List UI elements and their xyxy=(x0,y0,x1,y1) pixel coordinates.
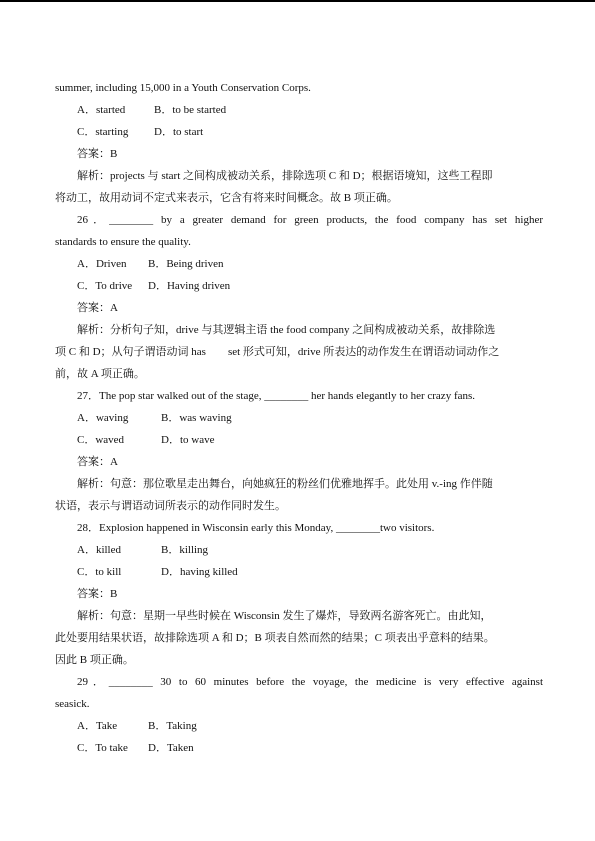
option-c: C．To drive xyxy=(77,280,133,292)
question-28-answer: 答案：B xyxy=(77,588,118,600)
option-d: D．Having driven xyxy=(148,280,231,292)
option-c: C．starting xyxy=(77,126,129,138)
top-rule xyxy=(0,0,595,2)
question-27-analysis: 解析：句意：那位歌星走出舞台，向她疯狂的粉丝们优雅地挥手。此处用 v.-ing 作伴随 xyxy=(77,478,493,490)
option-b: B．was waving xyxy=(161,412,232,424)
option-a: A．waving xyxy=(77,412,129,424)
question-26-options-cd xyxy=(55,275,543,297)
option-b: B．to be started xyxy=(154,104,227,116)
document-page xyxy=(55,77,543,759)
option-c: C．To take xyxy=(77,742,128,754)
question-29-stem-cont: seasick. xyxy=(55,698,90,710)
question-28-stem: 28．Explosion happened in Wisconsin early this Monday, ________two visitors. xyxy=(77,522,435,534)
question-29-options-ab xyxy=(55,715,543,737)
question-27-options-cd xyxy=(55,429,543,451)
question-28-options-ab xyxy=(55,539,543,561)
option-a: A．Driven xyxy=(77,258,127,270)
question-28-options-cd xyxy=(55,561,543,583)
question-25-answer: 答案：B xyxy=(77,148,118,160)
question-29-stem: 29．________ 30 to 60 minutes before the voyage, the medicine is very effective against xyxy=(77,676,543,688)
question-26-analysis-cont: 项 C 和 D；从句子谓语动词 has set 形式可知，drive 所表达的动作发生在谓语动词动作之 xyxy=(55,346,500,358)
question-25-analysis-cont: 将动工，故用动词不定式来表示，它含有将来时间概念。故 B 项正确。 xyxy=(55,192,398,204)
option-b: B．killing xyxy=(161,544,209,556)
option-d: D．having killed xyxy=(161,566,238,578)
question-27-answer: 答案：A xyxy=(77,456,118,468)
question-25-options-ab xyxy=(55,99,543,121)
question-25-options-cd xyxy=(55,121,543,143)
question-26-options-ab xyxy=(55,253,543,275)
question-26-stem: 26．________ by a greater demand for green products, the food company has set higher xyxy=(77,214,543,226)
question-26-analysis-end: 前，故 A 项正确。 xyxy=(55,368,145,380)
question-28-analysis: 解析：句意：星期一早些时候在 Wisconsin 发生了爆炸，导致两名游客死亡。由此知， xyxy=(77,610,492,622)
option-b: B．Taking xyxy=(148,720,197,732)
option-d: D．Taken xyxy=(148,742,194,754)
option-d: D．to start xyxy=(154,126,204,138)
option-c: C．to kill xyxy=(77,566,122,578)
question-28-analysis-end: 因此 B 项正确。 xyxy=(55,654,134,666)
question-27-stem: 27．The pop star walked out of the stage, ________ her hands elegantly to her crazy fans. xyxy=(77,390,476,402)
question-25-stem-end: summer, including 15,000 in a Youth Conservation Corps. xyxy=(55,82,311,94)
option-a: A．killed xyxy=(77,544,121,556)
question-27-analysis-cont: 状语，表示与谓语动词所表示的动作同时发生。 xyxy=(55,500,286,512)
option-b: B．Being driven xyxy=(148,258,224,270)
option-d: D．to wave xyxy=(161,434,215,446)
question-26-analysis: 解析：分析句子知，drive 与其逻辑主语 the food company 之间构成被动关系，故排除选 xyxy=(77,324,496,336)
option-a: A．Take xyxy=(77,720,118,732)
option-a: A．started xyxy=(77,104,126,116)
question-26-answer: 答案：A xyxy=(77,302,118,314)
question-26-stem-cont: standards to ensure the quality. xyxy=(55,236,191,248)
option-c: C．waved xyxy=(77,434,125,446)
question-25-analysis: 解析：projects 与 start 之间构成被动关系，排除选项 C 和 D；根据语境知，这些工程即 xyxy=(77,170,493,182)
question-29-options-cd xyxy=(55,737,543,759)
question-27-options-ab xyxy=(55,407,543,429)
question-28-analysis-cont: 此处要用结果状语，故排除选项 A 和 D；B 项表自然而然的结果；C 项表出乎意料的结果。 xyxy=(55,632,495,644)
